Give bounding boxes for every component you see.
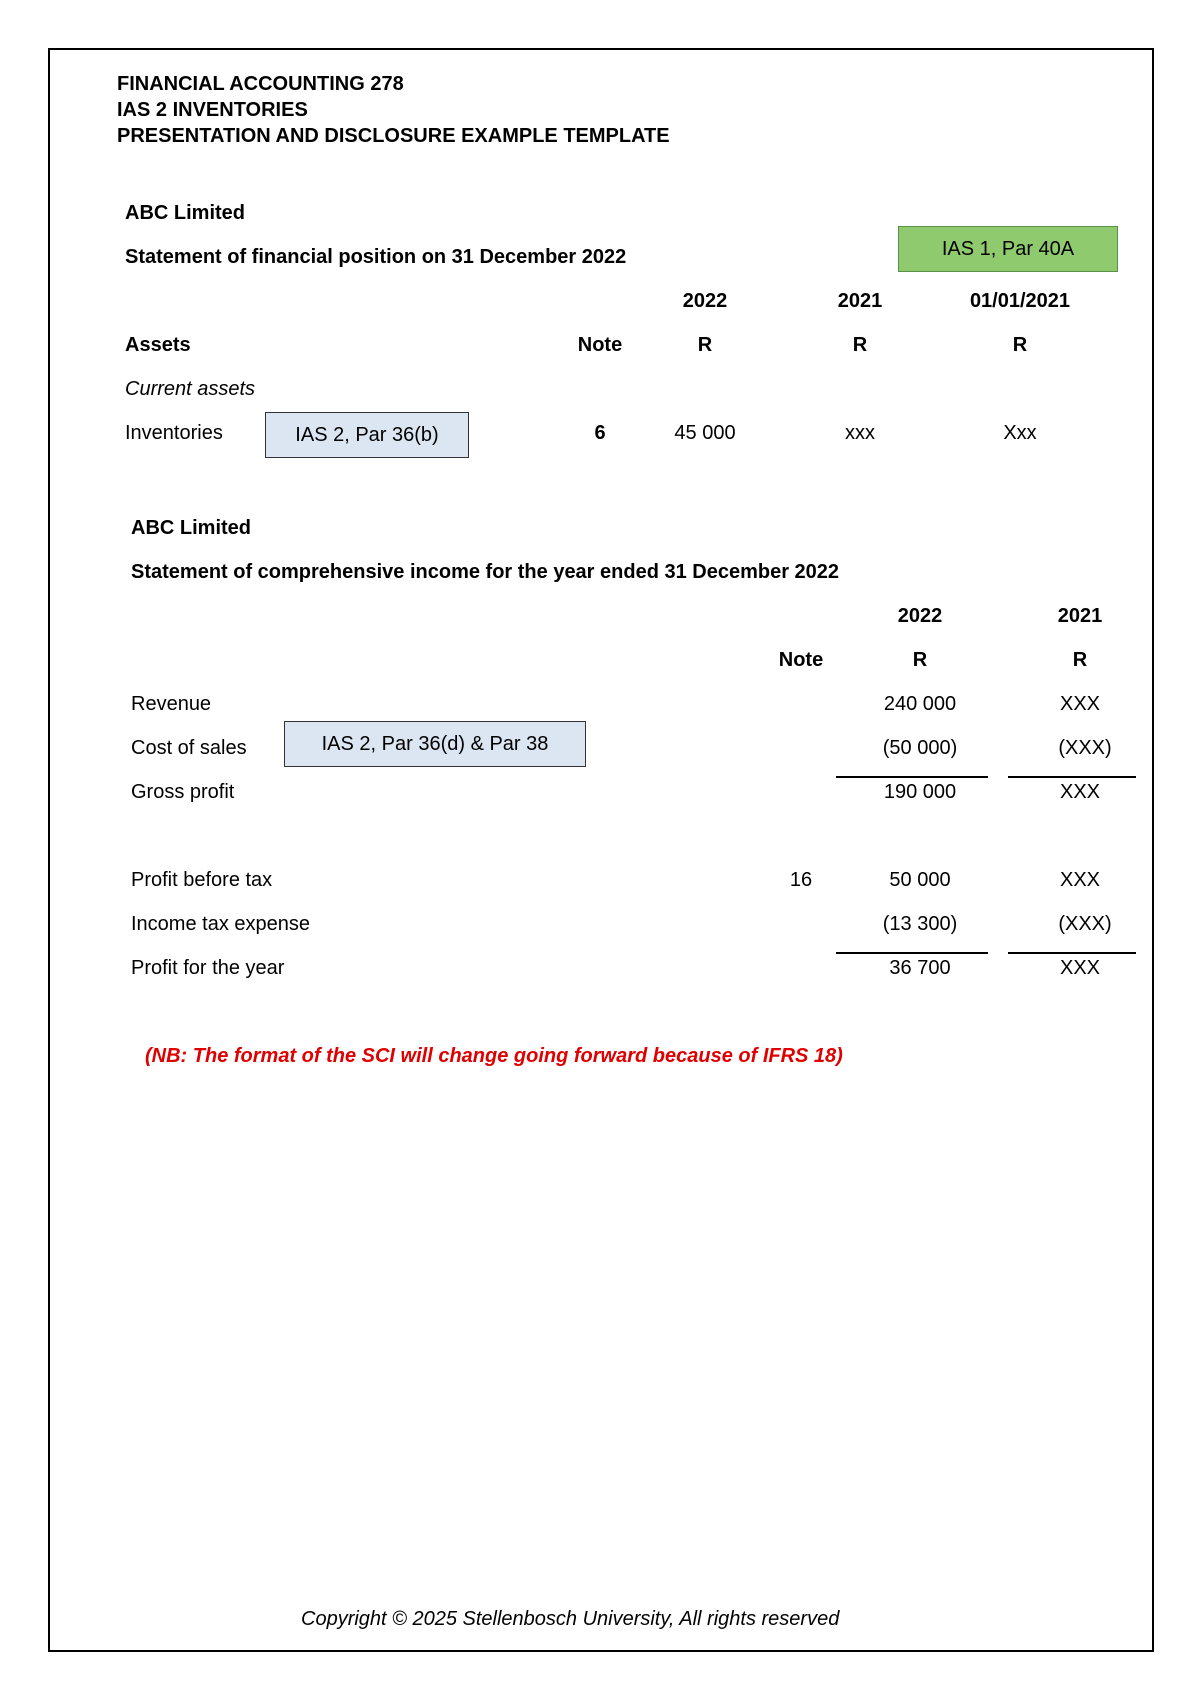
sci-title: Statement of comprehensive income for the year ended 31 December 2022 — [131, 561, 840, 583]
sci-revenue-2021: XXX — [1059, 693, 1101, 715]
sci-cost-of-sales-2022: (50 000) — [882, 737, 958, 759]
sci-income-tax-label: Income tax expense — [131, 913, 310, 935]
sci-profit-before-tax-2022: 50 000 — [889, 869, 951, 891]
sci-revenue-2022: 240 000 — [883, 693, 957, 715]
sofp-currency-opening: R — [1012, 334, 1028, 356]
gross-profit-rule-2021 — [1008, 776, 1136, 778]
sci-income-tax-2022: (13 300) — [882, 913, 958, 935]
topic-title: IAS 2 INVENTORIES — [117, 99, 308, 121]
profit-rule-2021 — [1008, 952, 1136, 954]
sofp-inventories-opening: Xxx — [1003, 422, 1037, 444]
sofp-note-header: Note — [577, 334, 623, 356]
sofp-reference-badge: IAS 1, Par 40A — [898, 226, 1118, 272]
sci-gross-profit-label: Gross profit — [131, 781, 235, 803]
sci-currency-2021: R — [1072, 649, 1088, 671]
ifrs18-note: (NB: The format of the SCI will change going forward because of IFRS 18) — [145, 1045, 843, 1067]
sci-profit-for-year-label: Profit for the year — [131, 957, 285, 979]
sci-year-2021: 2021 — [1057, 605, 1103, 627]
sci-currency-2022: R — [912, 649, 928, 671]
sofp-year-opening: 01/01/2021 — [969, 290, 1071, 312]
profit-rule-2022 — [836, 952, 988, 954]
sci-profit-before-tax-2021: XXX — [1059, 869, 1101, 891]
sofp-inventories-label: Inventories — [125, 422, 223, 444]
sofp-inventories-2022: 45 000 — [674, 422, 736, 444]
sofp-assets-heading: Assets — [125, 334, 191, 356]
sci-note-header: Note — [778, 649, 824, 671]
sci-gross-profit-2022: 190 000 — [883, 781, 957, 803]
sci-income-tax-2021: (XXX) — [1058, 913, 1112, 935]
sci-profit-for-year-2022: 36 700 — [889, 957, 951, 979]
sci-cost-of-sales-2021: (XXX) — [1058, 737, 1112, 759]
sci-profit-before-tax-note: 16 — [789, 869, 813, 891]
sci-cost-of-sales-reference: IAS 2, Par 36(d) & Par 38 — [284, 721, 586, 767]
page-frame — [48, 48, 1154, 1652]
sofp-currency-2022: R — [697, 334, 713, 356]
sci-profit-before-tax-label: Profit before tax — [131, 869, 273, 891]
sofp-inventories-2021: xxx — [845, 422, 875, 444]
sci-year-2022: 2022 — [897, 605, 943, 627]
sci-gross-profit-2021: XXX — [1059, 781, 1101, 803]
course-title: FINANCIAL ACCOUNTING 278 — [117, 73, 404, 95]
sci-profit-for-year-2021: XXX — [1059, 957, 1101, 979]
sofp-year-2021: 2021 — [837, 290, 883, 312]
sofp-title: Statement of financial position on 31 December 2022 — [125, 246, 627, 268]
sci-cost-of-sales-label: Cost of sales — [131, 737, 247, 759]
sofp-current-assets: Current assets — [125, 378, 256, 400]
copyright-footer: Copyright © 2025 Stellenbosch University, All rights reserved — [301, 1608, 840, 1630]
sofp-currency-2021: R — [852, 334, 868, 356]
sofp-inventories-note: 6 — [594, 422, 606, 444]
document-subtitle: PRESENTATION AND DISCLOSURE EXAMPLE TEMPLATE — [117, 125, 670, 147]
sci-revenue-label: Revenue — [131, 693, 212, 715]
sofp-company: ABC Limited — [125, 202, 245, 224]
sci-company: ABC Limited — [131, 517, 251, 539]
gross-profit-rule-2022 — [836, 776, 988, 778]
sofp-inventories-reference: IAS 2, Par 36(b) — [265, 412, 469, 458]
sofp-year-2022: 2022 — [682, 290, 728, 312]
